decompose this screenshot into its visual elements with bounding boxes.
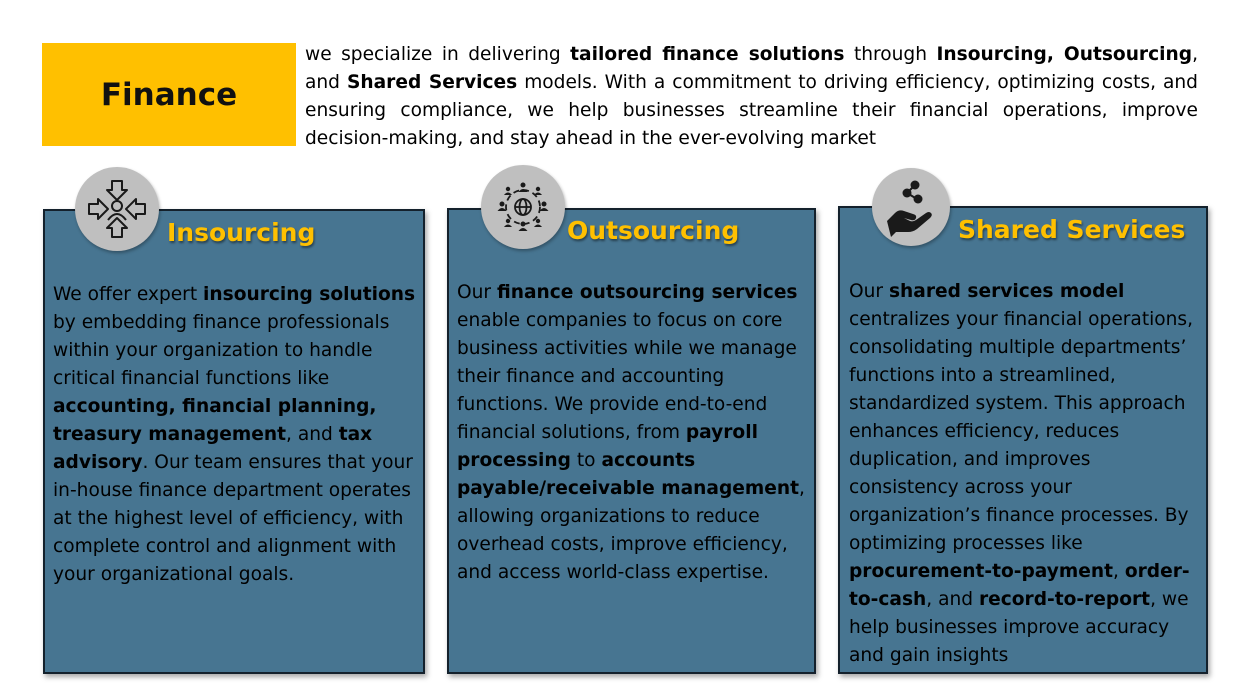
body-bold: shared services model: [888, 281, 1125, 302]
body-text: . Our team ensures that your in-house finance department operates at the highest level of efficiency, with complete control and alignment with your organizational goals.: [53, 452, 413, 585]
globe-network-icon: [481, 165, 565, 249]
body-text: enable companies to focus on core business activities while we manage their finance and accounting functions. We provide end-to-end financial solutions, from: [457, 310, 797, 443]
intro-bold-models: Insourcing, Outsourcing: [936, 44, 1193, 65]
intro-text: through: [844, 44, 937, 65]
insourcing-body: [53, 281, 417, 589]
page-title: Finance: [100, 76, 238, 113]
shared-services-body: [849, 278, 1199, 670]
outsourcing-body: [457, 279, 807, 587]
body-bold: insourcing solutions: [203, 284, 416, 305]
intro-text: models. With a commitment to driving efficiency, optimizing costs, and ensuring compliance, we help businesses streamline their financial operations, improve decision-making, and stay ahead in the ever-evolving market: [305, 72, 1198, 149]
hand-share-icon: [872, 168, 950, 246]
shared-services-title: Shared Services: [958, 215, 1186, 244]
body-bold: procurement-to-payment: [849, 561, 1114, 582]
body-text: Our: [457, 282, 497, 303]
body-text: by embedding finance professionals within your organization to handle critical financial functions like: [53, 312, 390, 389]
body-text: , and: [926, 589, 979, 610]
body-bold: accounting, financial planning, treasury management: [53, 396, 377, 445]
intro-bold-tailored: tailored finance solutions: [570, 44, 845, 65]
body-bold: record-to-report: [978, 589, 1151, 610]
body-text: centralizes your financial operations, consolidating multiple departments’ functions into a streamlined, standardized system. This approach enhances efficiency, reduces duplication, and improves consistency across your organization’s finance processes. By optimizing processes like: [849, 309, 1194, 554]
inward-arrows-person-icon: [75, 167, 159, 251]
intro-paragraph: [305, 41, 1198, 153]
body-text: to: [570, 450, 602, 471]
body-bold: tax advisory: [53, 424, 373, 473]
title-box: [42, 43, 296, 146]
body-text: , and: [286, 424, 339, 445]
body-text: , allowing organizations to reduce overhead costs, improve efficiency, and access world-class expertise.: [457, 478, 805, 583]
body-text: We offer expert: [53, 284, 204, 305]
intro-bold-shared: Shared Services: [346, 72, 518, 93]
body-bold: accounts payable/receivable management: [457, 450, 799, 499]
intro-text: , and: [305, 44, 1198, 93]
intro-text: we specialize in delivering: [305, 44, 571, 65]
insourcing-title: Insourcing: [167, 218, 316, 247]
body-bold: finance outsourcing services: [496, 282, 798, 303]
body-bold: payroll processing: [457, 422, 758, 471]
body-text: Our: [849, 281, 889, 302]
body-text: , we help businesses improve accuracy and gain insights: [849, 589, 1189, 666]
body-text: ,: [1113, 561, 1125, 582]
body-bold: order-to-cash: [849, 561, 1190, 610]
outsourcing-title: Outsourcing: [567, 216, 740, 245]
